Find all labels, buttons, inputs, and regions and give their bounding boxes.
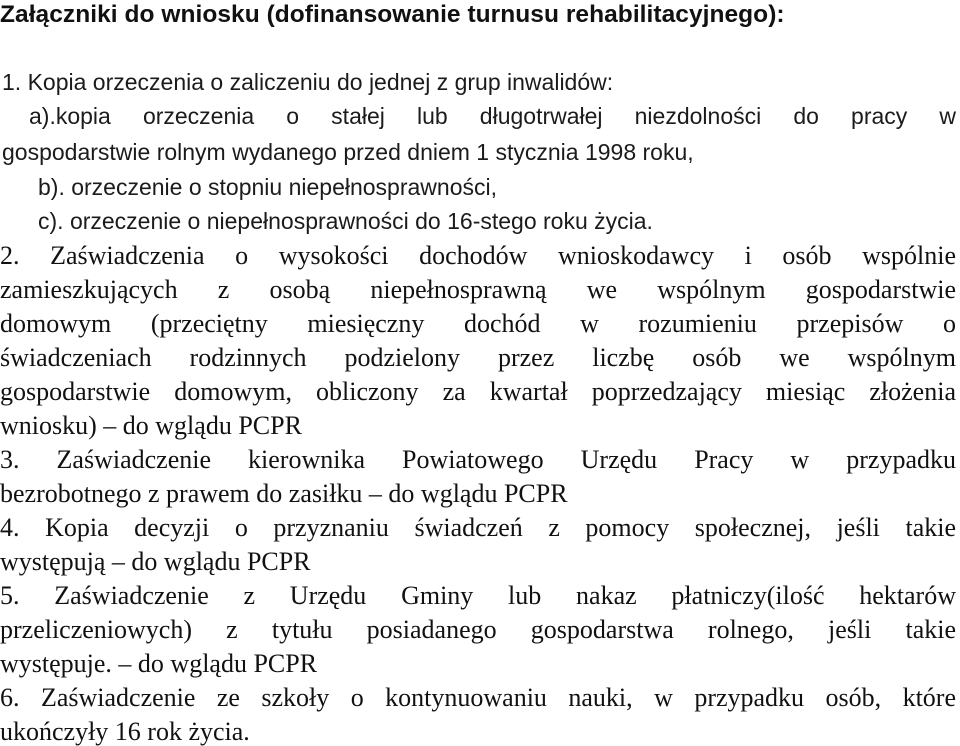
item-5-line-3: występuje. – do wglądu PCPR (0, 649, 318, 678)
item-2-line-3: domowym (przeciętny miesięczny dochód w rozumieniu przepisów o (0, 309, 956, 338)
item-2-line-5: gospodarstwie domowym, obliczony za kwartał poprzedzający miesiąc złożenia (0, 377, 956, 406)
item-1-heading: 1. Kopia orzeczenia o zaliczeniu do jednej z grup inwalidów: (2, 69, 614, 95)
item-1a-line-1: a).kopia orzeczenia o stałej lub długotrwałej niezdolności do pracy w (29, 103, 956, 129)
item-2-line-4: świadczeniach rodzinnych podzielony przez liczbę osób we wspólnym (0, 343, 956, 372)
item-4-line-2: występują – do wglądu PCPR (0, 547, 311, 576)
item-5-line-1: 5. Zaświadczenie z Urzędu Gminy lub nakaz płatniczy(ilość hektarów (0, 581, 956, 610)
item-3-line-2: bezrobotnego z prawem do zasiłku – do wglądu PCPR (0, 479, 568, 508)
item-2-line-2: zamieszkujących z osobą niepełnosprawną we wspólnym gospodarstwie (0, 275, 956, 304)
item-2-line-6: wniosku) – do wglądu PCPR (0, 411, 302, 440)
item-2-line-1: 2. Zaświadczenia o wysokości dochodów wnioskodawcy i osób wspólnie (0, 241, 956, 270)
item-1c: c). orzeczenie o niepełnosprawności do 16-stego roku życia. (38, 208, 653, 234)
item-1a-line-2: gospodarstwie rolnym wydanego przed dniem 1 stycznia 1998 roku, (2, 139, 694, 165)
item-5-line-2: przeliczeniowych) z tytułu posiadanego gospodarstwa rolnego, jeśli takie (0, 615, 956, 644)
item-6-line-1: 6. Zaświadczenie ze szkoły o kontynuowaniu nauki, w przypadku osób, które (0, 683, 956, 712)
item-1b: b). orzeczenie o stopniu niepełnosprawności, (38, 174, 497, 200)
document-title: Załączniki do wniosku (dofinansowanie turnusu rehabilitacyjnego): (0, 1, 785, 28)
item-6-line-2: ukończyły 16 rok życia. (0, 717, 250, 746)
item-4-line-1: 4. Kopia decyzji o przyznaniu świadczeń z pomocy społecznej, jeśli takie (0, 513, 956, 542)
item-3-line-1: 3. Zaświadczenie kierownika Powiatowego Urzędu Pracy w przypadku (0, 445, 956, 474)
